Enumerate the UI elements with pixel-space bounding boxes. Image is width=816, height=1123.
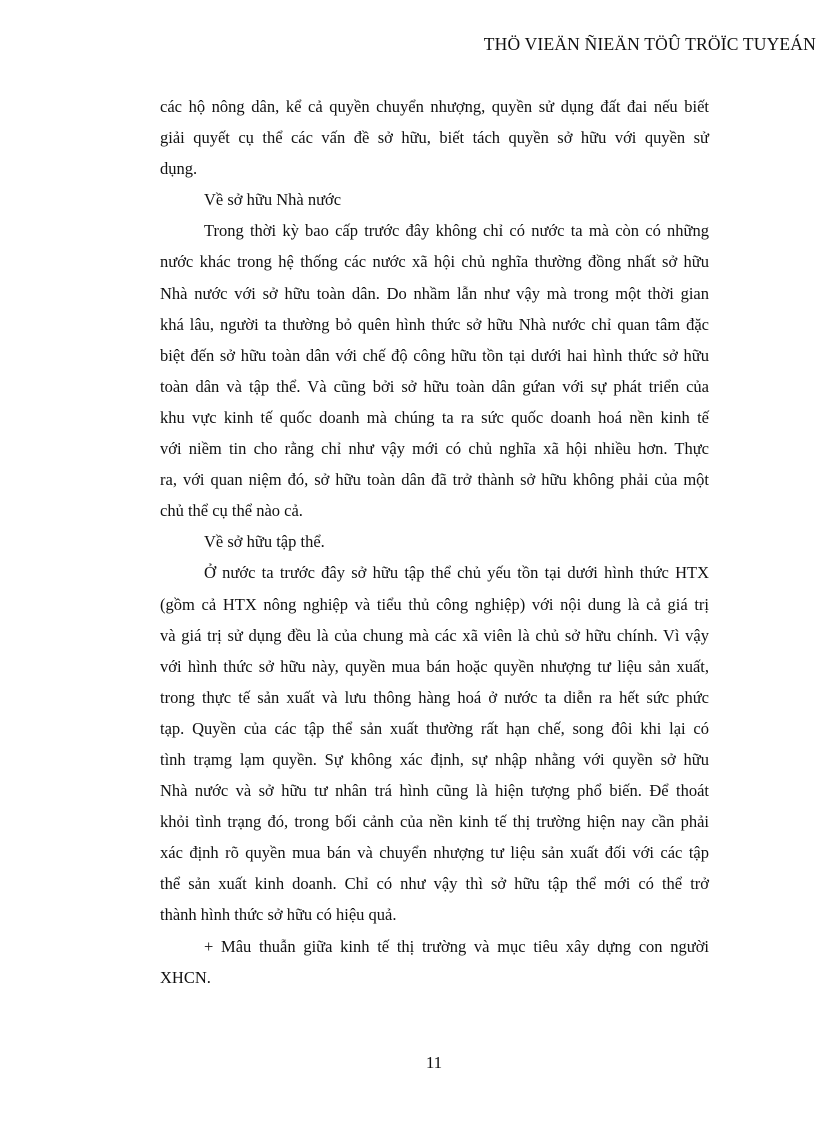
text-line: Nhà nước và sở hữu tư nhân trá hình cũng là hiện tượng phổ biến. Để thoát (160, 781, 709, 801)
text-line: xác định rõ quyền mua bán và chuyển nhượng tư liệu sản xuất đối với các tập (160, 843, 709, 863)
text-line: Ở nước ta trước đây sở hữu tập thể chủ yếu tồn tại dưới hình thức HTX (204, 563, 709, 583)
text-line: tạp. Quyền của các tập thể sản xuất thường rất hạn chế, song đôi khi lại có (160, 718, 709, 738)
text-line: trong thực tế sản xuất và lưu thông hàng hoá ở nước ta diễn ra hết sức phức (160, 687, 709, 707)
text-line: dụng. (160, 159, 198, 179)
document-body (160, 91, 709, 993)
text-line: XHCN. (160, 967, 211, 987)
text-line: nước khác trong hệ thống các nước xã hội chủ nghĩa thường đồng nhất sở hữu (160, 252, 709, 272)
text-line: Nhà nước với sở hữu toàn dân. Do nhầm lẫn như vậy mà trong một thời gian (160, 283, 709, 303)
text-line: chủ thể cụ thể nào cả. (160, 501, 303, 521)
text-line: và giá trị sử dụng đều là của chung mà các xã viên là chủ sở hữu chính. Vì vậy (160, 625, 709, 645)
text-line: toàn dân và tập thể. Và cũng bởi sở hữu toàn dân gứan với sự phát triển của (160, 376, 709, 396)
library-header-title: THÖ VIEÄN ÑIEÄN TÖÛ TRÖÏC TUYEÁN (483, 34, 816, 54)
text-line: với niềm tin cho rằng chỉ như vậy mới có chủ nghĩa xã hội nhiều hơn. Thực (160, 439, 709, 459)
page-number: 11 (425, 1053, 443, 1072)
text-line: khu vực kinh tế quốc doanh mà chúng ta ra sức quốc doanh hoá nền kinh tế (160, 407, 709, 427)
text-line: ra, với quan niệm đó, sở hữu toàn dân đã trở thành sở hữu không phải của một (160, 470, 709, 490)
text-line: thể sản xuất kinh doanh. Chỉ có như vậy thì sở hữu tập thể mới có thể trở (160, 874, 709, 894)
text-line: biệt đến sở hữu toàn dân với chế độ công hữu tồn tại dưới hai hình thức sở hữu (160, 345, 709, 365)
text-line: tình trạmg lạm quyền. Sự không xác định, sự nhập nhằng với quyền sở hữu (160, 749, 709, 769)
text-line: với hình thức sở hữu này, quyền mua bán hoặc quyền nhượng tư liệu sản xuất, (160, 656, 709, 676)
text-line: các hộ nông dân, kể cả quyền chuyển nhượng, quyền sử dụng đất đai nếu biết (160, 97, 709, 116)
section-heading-collective-ownership: Về sở hữu tập thể. (204, 532, 325, 552)
text-line: giải quyết cụ thể các vấn đề sở hữu, biết tách quyền sở hữu với quyền sử (160, 128, 709, 148)
text-line: khỏi tình trạng đó, trong bối cảnh của nền kinh tế thị trường hiện nay cần phải (160, 812, 709, 832)
text-line: + Mâu thuẫn giữa kinh tế thị trường và mục tiêu xây dựng con người (204, 936, 709, 956)
section-heading-state-ownership: Về sở hữu Nhà nước (204, 190, 342, 210)
text-line: thành hình thức sở hữu có hiệu quả. (160, 905, 397, 925)
text-line: khá lâu, người ta thường bỏ quên hình thức sở hữu Nhà nước chỉ quan tâm đặc (160, 314, 709, 334)
text-line: Trong thời kỳ bao cấp trước đây không chỉ có nước ta mà còn có những (204, 221, 709, 241)
text-line: (gồm cả HTX nông nghiệp và tiểu thủ công nghiệp) với nội dung là cả giá trị (160, 594, 709, 614)
